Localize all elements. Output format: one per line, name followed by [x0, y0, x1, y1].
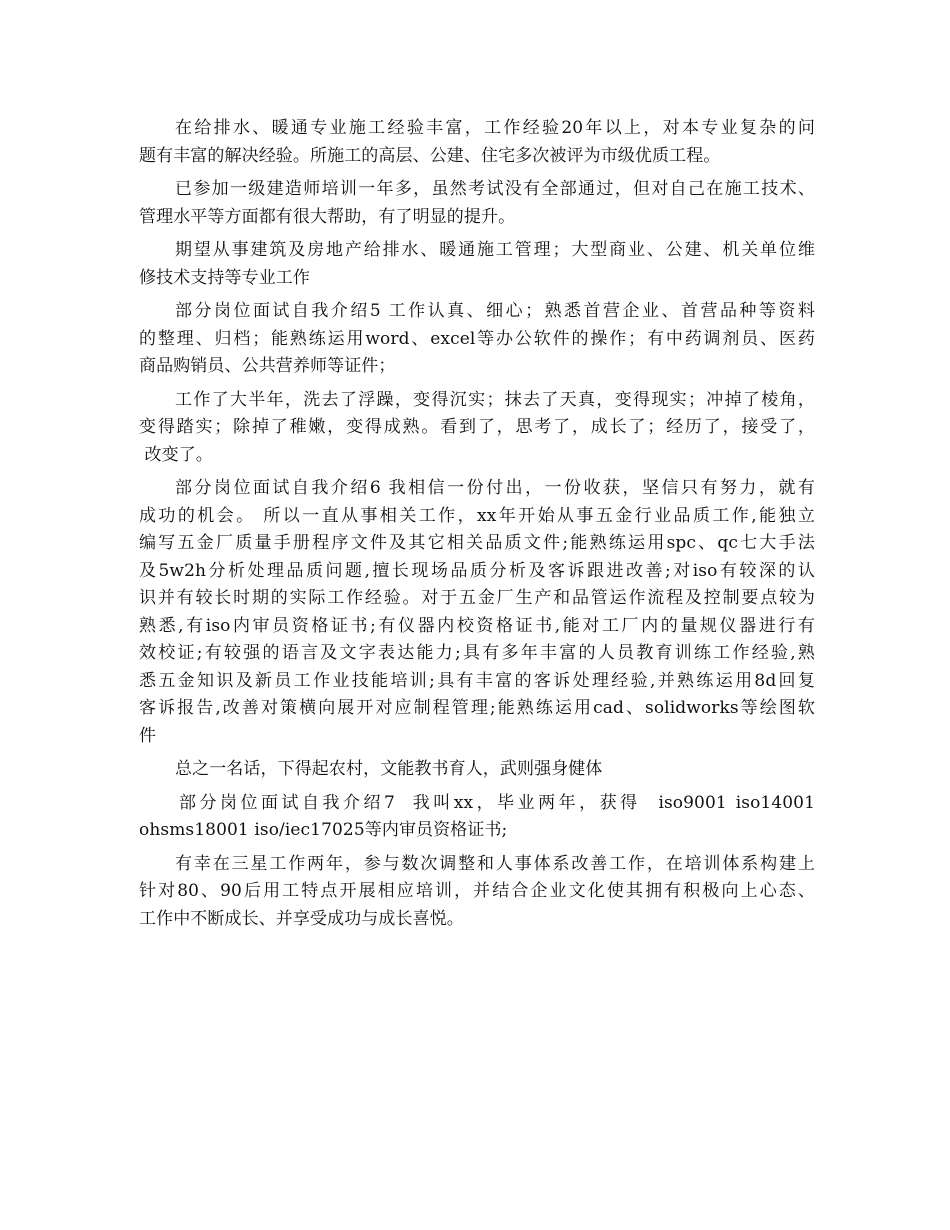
paragraph-line: 的整理、归档；能熟练运用word、excel等办公软件的操作；有中药调剂员、医药 [139, 328, 815, 349]
paragraph-intro-6 [139, 475, 815, 750]
paragraph-line: 识并有较长时期的实际工作经验。对于五金厂生产和品管运作流程及控制要点较为 [139, 588, 815, 608]
paragraph-samsung [139, 851, 815, 934]
paragraph-line: 悉五金知识及新员工作业技能培训;具有丰富的客诉处理经验,并熟练运用8d回复 [139, 670, 815, 691]
paragraph-intro-5 [139, 298, 815, 381]
paragraph-line: 工作中不断成长、并享受成功与成长喜悦。 [139, 908, 464, 929]
paragraph-line: 效校证;有较强的语言及文字表达能力;具有多年丰富的人员教育训练工作经验,熟 [139, 643, 815, 663]
paragraph-line: 熟悉,有iso内审员资格证书;有仪器内校资格证书,能对工厂内的量规仪器进行有 [139, 615, 815, 636]
paragraph-growth [139, 387, 815, 470]
paragraph-line: 总之一名话，下得起农村，文能教书育人，武则强身健体 [175, 759, 603, 779]
paragraph-line: 期望从事建筑及房地产给排水、暖通施工管理；大型商业、公建、机关单位维 [175, 240, 815, 260]
paragraph-experience [139, 115, 815, 170]
paragraph-line: 及5w2h分析处理品质问题,擅长现场品质分析及客诉跟进改善;对iso有较深的认 [139, 560, 815, 581]
paragraph-line: 修技术支持等专业工作 [139, 267, 310, 288]
paragraph-line: 针对80、90后用工特点开展相应培训，并结合企业文化使其拥有积极向上心态、 [139, 881, 815, 901]
document-body [139, 115, 815, 939]
paragraph-line: 商品购销员、公共营养师等证件； [139, 356, 396, 376]
paragraph-expectation [139, 237, 815, 292]
paragraph-line: 客诉报告,改善对策横向展开对应制程管理;能熟练运用cad、solidworks等绘图软 [139, 698, 815, 718]
paragraph-training [139, 176, 815, 231]
paragraph-line: 成功的机会。 所以一直从事相关工作，xx年开始从事五金行业品质工作,能独立 [139, 505, 815, 526]
paragraph-line: 变得踏实；除掉了稚嫩，变得成熟。看到了，思考了，成长了；经历了，接受了， [139, 417, 815, 437]
paragraph-line: 改变了。 [139, 444, 213, 465]
paragraph-line: 部分岗位面试自我介绍6 我相信一份付出，一份收获，坚信只有努力，就有 [175, 478, 815, 498]
paragraph-line: ohsms18001 iso/iec17025等内审员资格证书; [139, 820, 508, 840]
paragraph-line: 题有丰富的解决经验。所施工的高层、公建、住宅多次被评为市级优质工程。 [139, 145, 721, 166]
paragraph-line: 部分岗位面试自我介绍5 工作认真、细心；熟悉首营企业、首营品种等资料 [175, 301, 815, 321]
paragraph-line: 已参加一级建造师培训一年多，虽然考试没有全部通过，但对自己在施工技术、 [175, 179, 815, 199]
paragraph-line: 在给排水、暖通专业施工经验丰富，工作经验20年以上，对本专业复杂的问 [175, 118, 815, 138]
paragraph-line: 有幸在三星工作两年，参与数次调整和人事体系改善工作，在培训体系构建上 [175, 853, 815, 874]
paragraph-line: 部分岗位面试自我介绍7 我叫xx，毕业两年，获得 iso9001 iso14001 [179, 792, 815, 813]
paragraph-line: 编写五金厂质量手册程序文件及其它相关品质文件;能熟练运用spc、qc七大手法 [139, 533, 815, 553]
paragraph-line: 管理水平等方面都有很大帮助，有了明显的提升。 [139, 206, 516, 227]
paragraph-intro-7 [139, 790, 815, 845]
paragraph-summary [139, 756, 815, 784]
paragraph-line: 件 [139, 725, 157, 746]
paragraph-line: 工作了大半年，洗去了浮躁，变得沉实；抹去了天真，变得现实；冲掉了棱角， [175, 389, 815, 410]
